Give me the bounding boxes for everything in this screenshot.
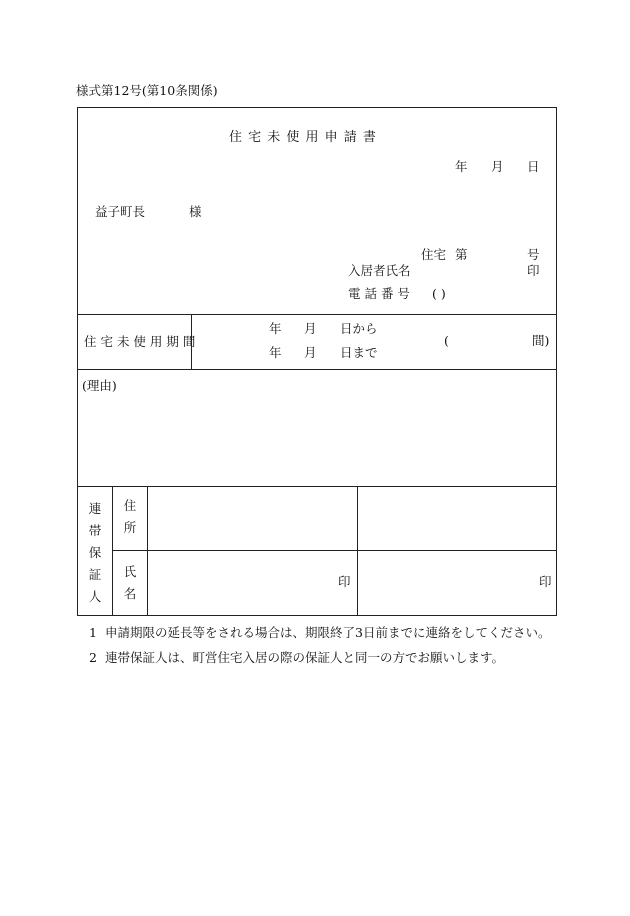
divider-header — [77, 314, 557, 315]
form-frame — [77, 107, 557, 616]
date-month: 月 — [491, 159, 504, 174]
phone-label: 電 話 番 号 — [348, 286, 410, 301]
period-duration-open: ( — [444, 333, 449, 348]
form-number: 様式第12号(第10条関係) — [76, 83, 218, 98]
divider-guarantor-columns — [357, 486, 358, 616]
date-year: 年 — [455, 159, 468, 174]
guarantor-name-label: 氏 名 — [123, 564, 137, 601]
period-from-day: 日から — [340, 321, 378, 336]
housing-number-prefix: 第 — [455, 247, 468, 262]
note-2-text: 連帯保証人は、町営住宅入居の際の保証人と同一の方でお願いします。 — [105, 650, 505, 665]
date-day: 日 — [527, 159, 540, 174]
period-from-month: 月 — [304, 321, 317, 336]
note-1-text: 申請期限の延長等をされる場合は、期限終了3日前までに連絡をしてください。 — [105, 625, 551, 640]
period-duration-close: 間) — [532, 333, 550, 348]
period-to-day: 日まで — [340, 345, 378, 360]
reason-label: (理由) — [82, 378, 117, 393]
guarantor-address-label: 住 所 — [123, 498, 137, 535]
period-from-year: 年 — [269, 321, 282, 336]
addressee-name: 益子町長 — [95, 204, 146, 219]
divider-guarantor-rows — [112, 550, 557, 551]
addressee-honorific: 様 — [189, 204, 202, 219]
period-label: 住 宅 未 使 用 期 間 — [84, 334, 196, 349]
period-to-year: 年 — [269, 345, 282, 360]
guarantor-label: 連 帯 保 証 人 — [88, 501, 102, 604]
guarantor-seal-right: 印 — [539, 574, 552, 589]
divider-guarantor-label — [112, 486, 113, 616]
note-1-number: 1 — [89, 625, 97, 640]
divider-reason — [77, 486, 557, 487]
period-to-month: 月 — [304, 345, 317, 360]
note-2-number: 2 — [89, 650, 97, 665]
phone-parens: ( ) — [432, 286, 446, 301]
divider-guarantor-field-label — [147, 486, 148, 616]
guarantor-seal-left: 印 — [338, 574, 351, 589]
resident-name-label: 入居者氏名 — [348, 263, 411, 278]
form-title: 住 宅 未 使 用 申 請 書 — [229, 130, 377, 145]
divider-period — [77, 369, 557, 370]
applicant-seal: 印 — [527, 263, 540, 278]
housing-label: 住宅 — [421, 247, 447, 262]
housing-number-suffix: 号 — [527, 247, 540, 262]
